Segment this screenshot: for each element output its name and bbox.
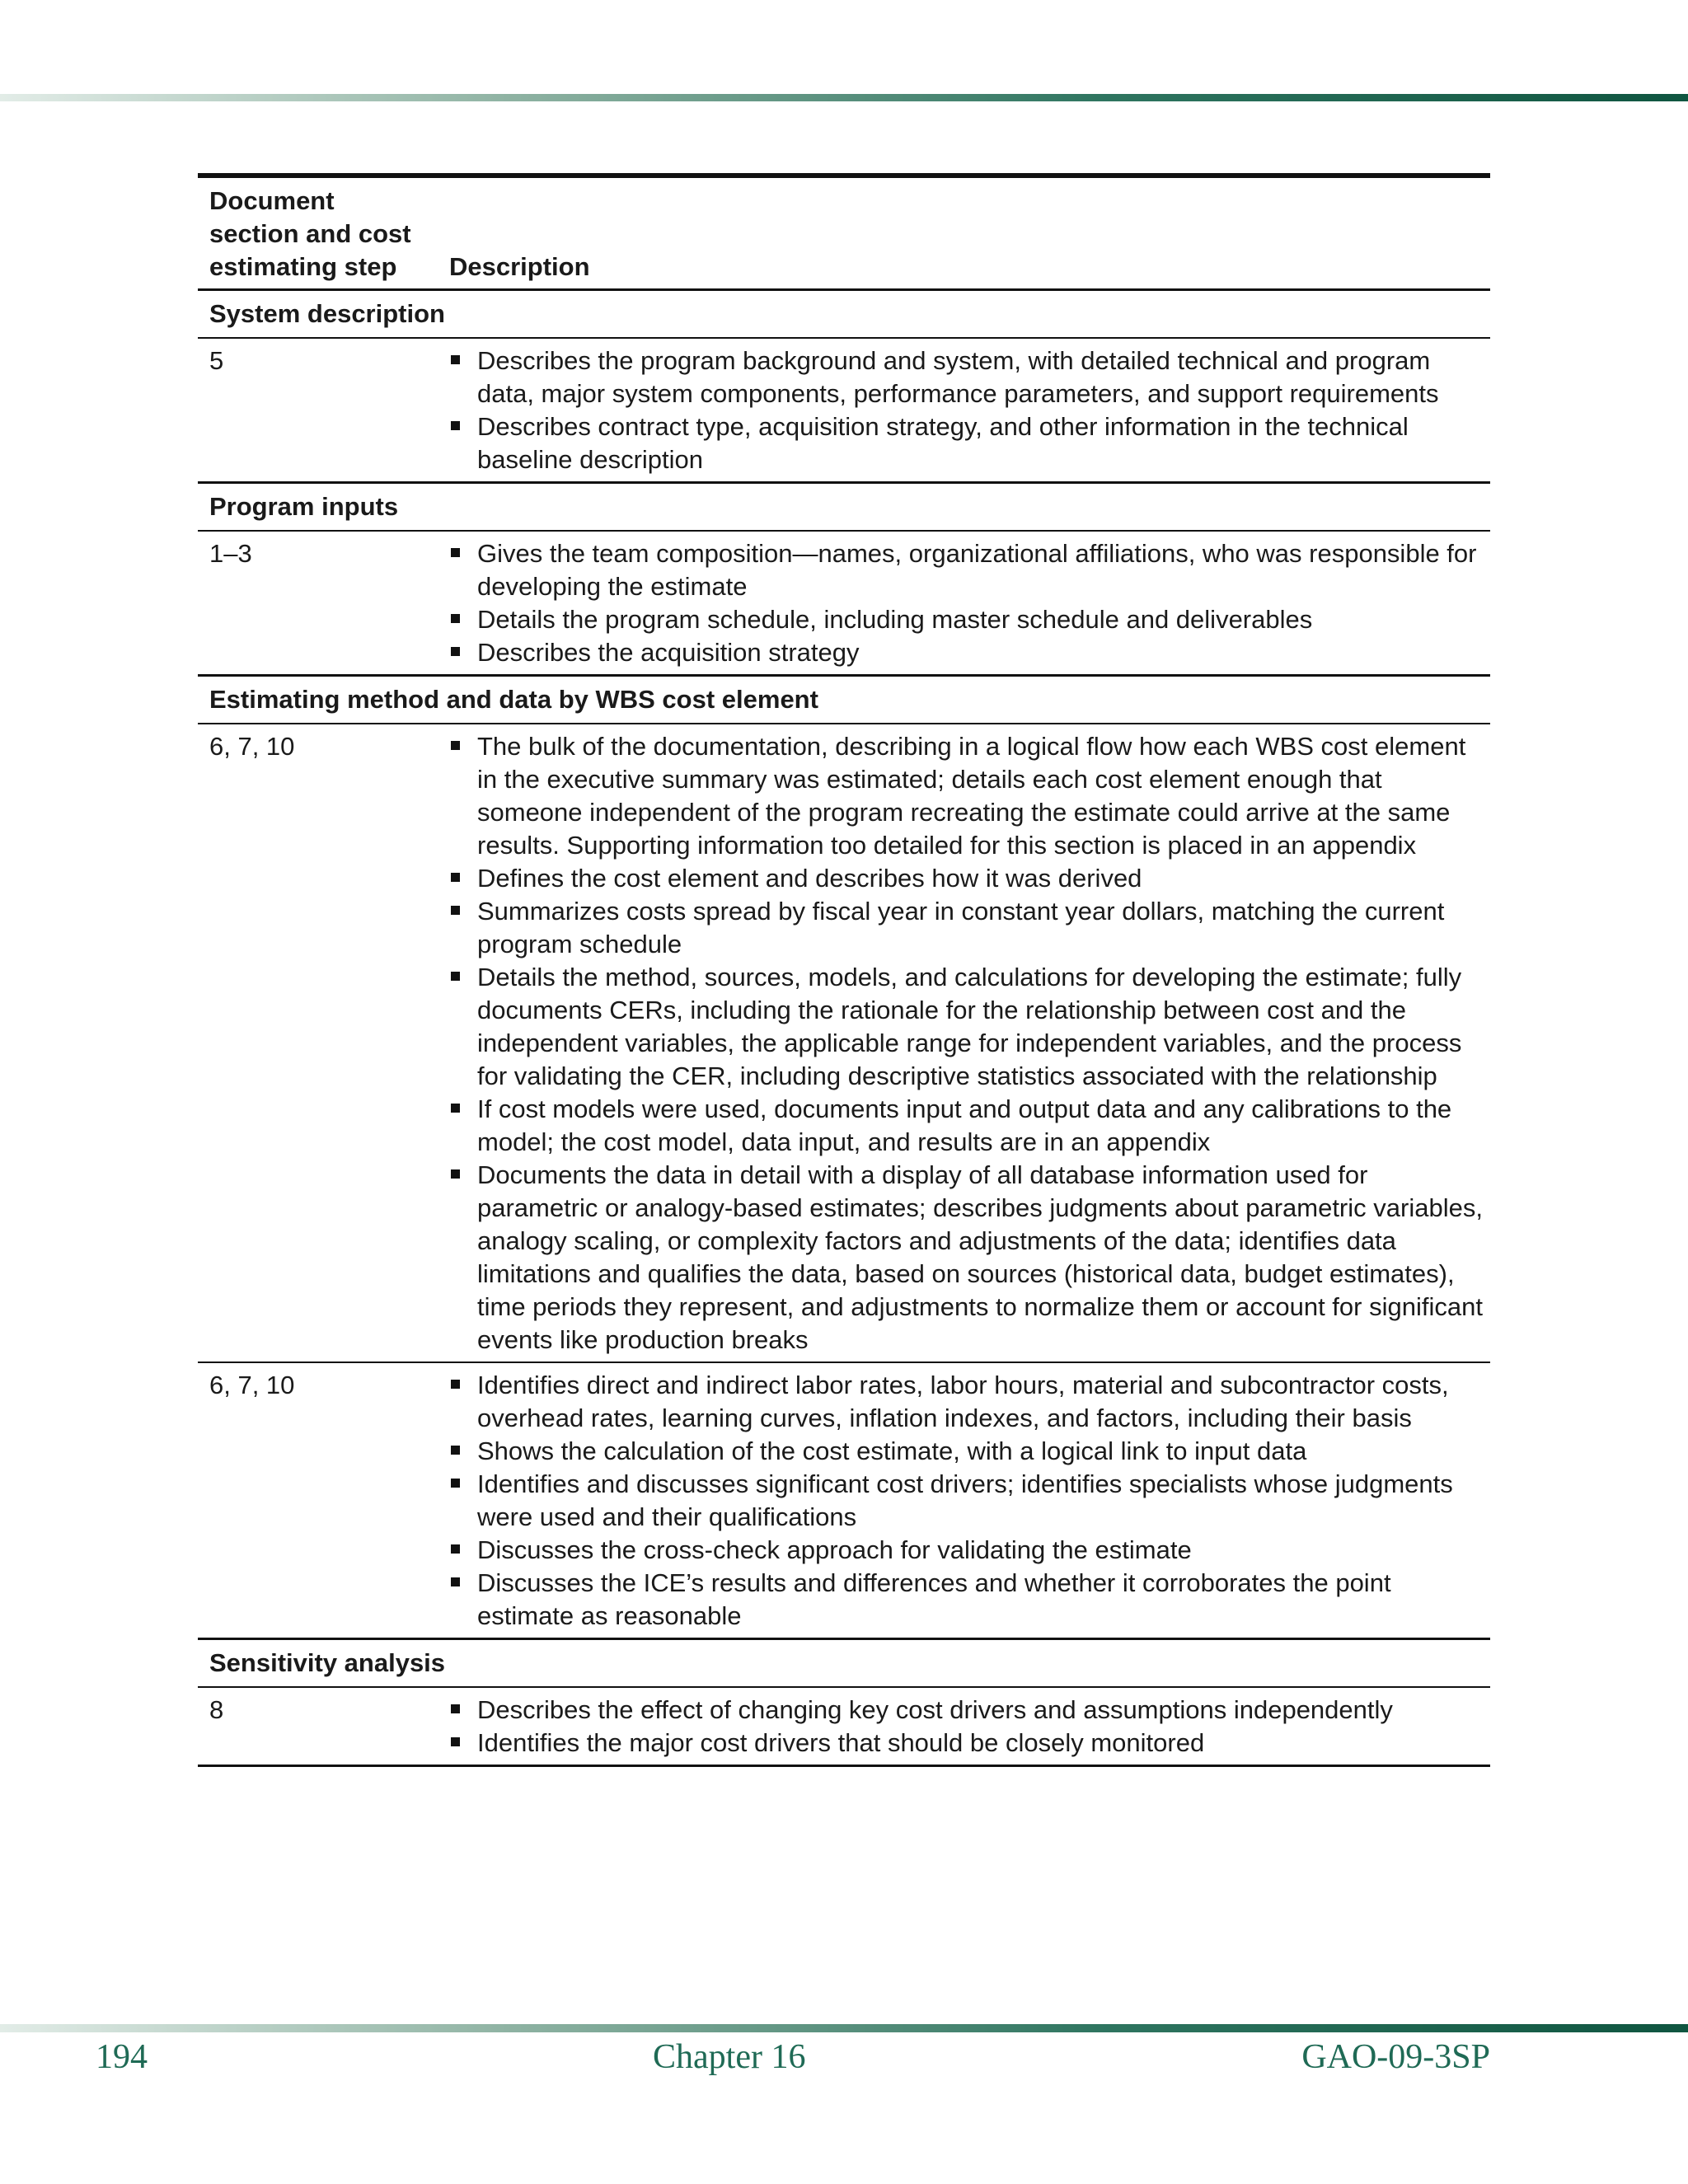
- step-cell: 8: [209, 1695, 224, 1724]
- bullet-item: [449, 1369, 1490, 1435]
- bullet-text: Defines the cost element and describes how it was derived: [477, 864, 1142, 893]
- bullet-text: If cost models were used, documents input and output data and any calibrations to the model; the cost model, data input, and results are in an appendix: [477, 1094, 1452, 1156]
- square-bullet-icon: [451, 1169, 460, 1179]
- step-cell: 5: [209, 346, 224, 375]
- bullet-text: Discusses the ICE’s results and differences and whether it corroborates the point estimate as reasonable: [477, 1568, 1391, 1630]
- bullet-list: [449, 537, 1490, 669]
- bullet-text: Details the method, sources, models, and calculations for developing the estimate; fully documents CERs, including the rationale for the relationship between cost and the independent variables, the applicable range for independent variables, and the process for validating the CER, including descriptive statistics associated with the relationship: [477, 963, 1462, 1090]
- square-bullet-icon: [451, 972, 460, 981]
- description-cell: [449, 1369, 1490, 1633]
- footer-rule: [0, 2024, 1688, 2032]
- header-step-column: Document section and cost estimating step: [209, 186, 411, 281]
- square-bullet-icon: [451, 614, 460, 623]
- bullet-text: Gives the team composition—names, organizational affiliations, who was responsible for developing the estimate: [477, 539, 1477, 601]
- square-bullet-icon: [451, 1704, 460, 1713]
- square-bullet-icon: [451, 1479, 460, 1488]
- bullet-text: Identifies and discusses significant cost drivers; identifies specialists whose judgments were used and their qualifications: [477, 1469, 1453, 1531]
- square-bullet-icon: [451, 873, 460, 882]
- bullet-text: Summarizes costs spread by fiscal year in constant year dollars, matching the current program schedule: [477, 897, 1445, 958]
- square-bullet-icon: [451, 647, 460, 656]
- section-title: System description: [198, 291, 1490, 339]
- square-bullet-icon: [451, 355, 460, 364]
- table-row: [198, 339, 1490, 484]
- bullet-item: [449, 961, 1490, 1093]
- bullet-item: [449, 344, 1490, 410]
- bullet-text: The bulk of the documentation, describing in a logical flow how each WBS cost element in the executive summary was estimated; details each cost element enough that someone independent of the program recreating the estimate could arrive at the same results. Supporting information too detailed for this section is placed in an appendix: [477, 732, 1466, 860]
- step-cell: 6, 7, 10: [209, 732, 295, 761]
- chapter-label: Chapter 16: [653, 2038, 806, 2076]
- table-row: [198, 724, 1490, 1363]
- bullet-text: Documents the data in detail with a display of all database information used for parametric or analogy-based estimates; describes judgments about parametric variables, analogy scaling, or complexity factors and adjustments of the data; identifies data limitations and qualifies the data, based on sources (historical data, budget estimates), time periods they represent, and adjustments to normalize them or account for significant events like production breaks: [477, 1160, 1483, 1354]
- bullet-text: Identifies the major cost drivers that should be closely monitored: [477, 1728, 1205, 1757]
- square-bullet-icon: [451, 1577, 460, 1586]
- table-body: [198, 291, 1490, 1767]
- bullet-list: [449, 344, 1490, 476]
- page-number: 194: [96, 2038, 148, 2076]
- square-bullet-icon: [451, 1380, 460, 1389]
- section-title: Program inputs: [198, 484, 1490, 532]
- bullet-item: [449, 1727, 1490, 1760]
- table-row: [198, 1688, 1490, 1767]
- bullet-item: [449, 603, 1490, 636]
- bullet-item: [449, 1567, 1490, 1633]
- bullet-item: [449, 895, 1490, 961]
- section-title: Estimating method and data by WBS cost element: [198, 677, 1490, 724]
- square-bullet-icon: [451, 1446, 460, 1455]
- bullet-item: [449, 862, 1490, 895]
- bullet-text: Describes the acquisition strategy: [477, 638, 860, 667]
- header-description-column: Description: [449, 252, 590, 281]
- bullet-item: [449, 1159, 1490, 1357]
- documentation-table: [198, 173, 1490, 1767]
- page-footer: [0, 2037, 1688, 2087]
- square-bullet-icon: [451, 741, 460, 750]
- bullet-text: Describes the program background and system, with detailed technical and program data, major system components, performance parameters, and support requirements: [477, 346, 1439, 408]
- description-cell: [449, 1694, 1490, 1760]
- step-cell: 1–3: [209, 539, 252, 568]
- bullet-text: Describes contract type, acquisition strategy, and other information in the technical baseline description: [477, 412, 1409, 474]
- table-row: [198, 1363, 1490, 1640]
- bullet-item: [449, 730, 1490, 862]
- bullet-text: Identifies direct and indirect labor rates, labor hours, material and subcontractor costs, overhead rates, learning curves, inflation indexes, and factors, including their basis: [477, 1371, 1449, 1432]
- bullet-item: [449, 636, 1490, 669]
- table-row: [198, 532, 1490, 677]
- bullet-item: [449, 1093, 1490, 1159]
- bullet-item: [449, 1468, 1490, 1534]
- bullet-text: Describes the effect of changing key cost drivers and assumptions independently: [477, 1695, 1393, 1724]
- bullet-item: [449, 410, 1490, 476]
- bullet-item: [449, 537, 1490, 603]
- table-header: [198, 178, 1490, 291]
- step-cell: 6, 7, 10: [209, 1371, 295, 1399]
- bullet-item: [449, 1534, 1490, 1567]
- bullet-item: [449, 1435, 1490, 1468]
- description-cell: [449, 344, 1490, 476]
- square-bullet-icon: [451, 1737, 460, 1746]
- bullet-text: Details the program schedule, including master schedule and deliverables: [477, 605, 1313, 634]
- square-bullet-icon: [451, 1104, 460, 1113]
- square-bullet-icon: [451, 906, 460, 915]
- bullet-item: [449, 1694, 1490, 1727]
- report-id: GAO-09-3SP: [1301, 2038, 1490, 2076]
- description-cell: [449, 730, 1490, 1357]
- header-rule: [0, 94, 1688, 101]
- square-bullet-icon: [451, 421, 460, 430]
- description-cell: [449, 537, 1490, 669]
- bullet-text: Shows the calculation of the cost estimate, with a logical link to input data: [477, 1436, 1307, 1465]
- section-title: Sensitivity analysis: [198, 1640, 1490, 1688]
- square-bullet-icon: [451, 548, 460, 557]
- bullet-list: [449, 730, 1490, 1357]
- square-bullet-icon: [451, 1544, 460, 1554]
- bullet-text: Discusses the cross-check approach for validating the estimate: [477, 1535, 1192, 1564]
- bullet-list: [449, 1694, 1490, 1760]
- bullet-list: [449, 1369, 1490, 1633]
